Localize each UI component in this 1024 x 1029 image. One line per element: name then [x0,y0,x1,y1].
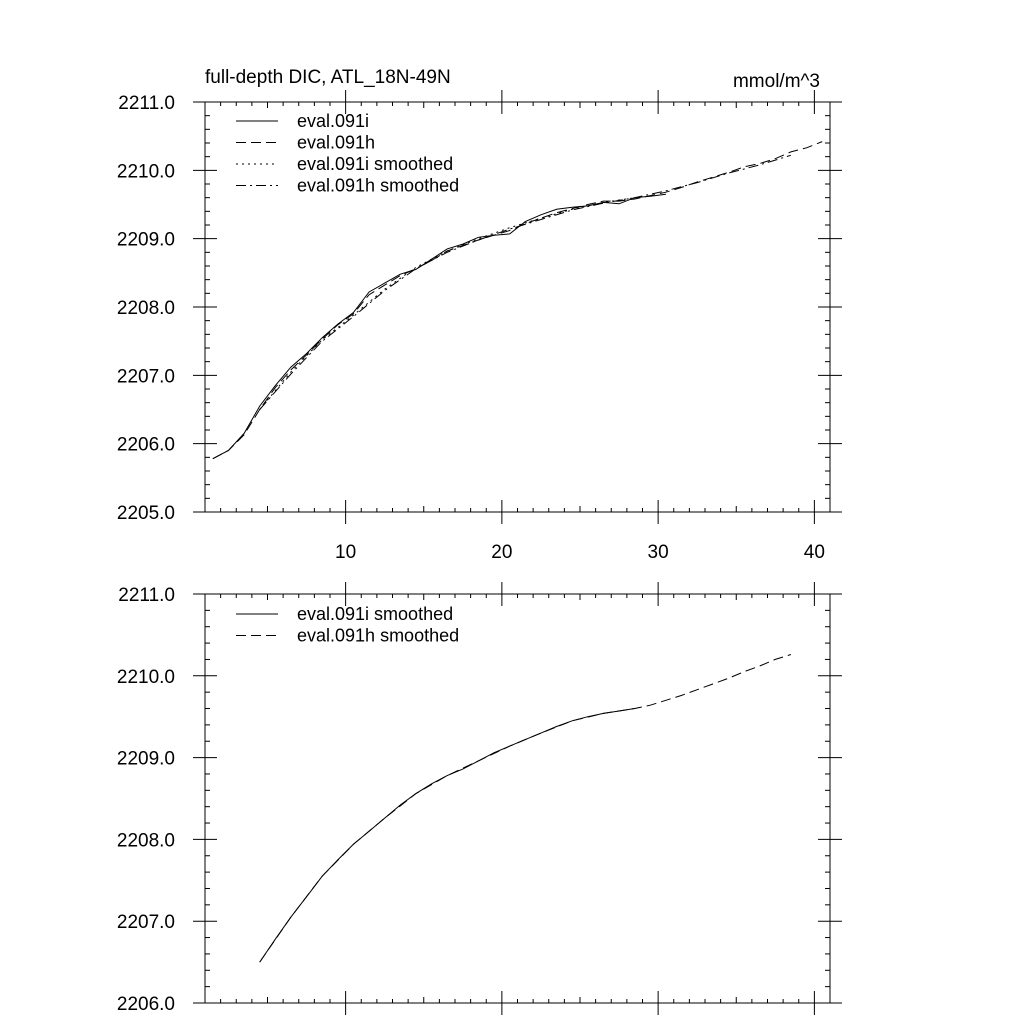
x-tick-label: 20 [491,542,513,563]
series-line-eval-091i-smoothed [260,198,635,410]
y-tick-label: 2206.0 [116,994,175,1015]
legend-entry: eval.091i smoothed [297,604,454,624]
legend-entry: eval.091h smoothed [297,175,460,196]
legend-entry: eval.091i smoothed [297,154,454,174]
series-line-eval-091i-smoothed [260,709,635,963]
x-tick-label: 40 [803,542,825,563]
top-panel [117,67,842,563]
legend-entry: eval.091h [297,132,376,153]
legend-entry: eval.091h smoothed [297,625,460,646]
chart-title: full-depth DIC, ATL_18N-49N [205,67,451,88]
y-tick-label: 2211.0 [118,585,175,606]
plot-frame [205,594,830,1003]
y-tick-label: 2209.0 [116,748,175,770]
y-tick-label: 2206.0 [116,434,175,456]
series-line-eval-091h-smoothed [260,655,791,963]
series-line-eval-091i [213,194,666,459]
x-tick-label: 30 [647,542,669,563]
legend-entry: eval.091i [297,111,370,131]
y-tick-label: 2208.0 [116,298,175,319]
y-tick-label: 2210.0 [116,666,175,688]
y-tick-label: 2210.0 [116,161,175,183]
y-tick-label: 2205.0 [116,503,175,524]
y-tick-label: 2208.0 [116,830,175,852]
y-tick-label: 2209.0 [116,229,175,251]
x-tick-label: 10 [335,542,357,563]
y-tick-label: 2207.0 [116,912,175,934]
y-tick-label: 2211.0 [118,93,175,114]
units-label: mmol/m^3 [732,71,820,92]
y-tick-label: 2207.0 [116,366,175,388]
bottom-panel [117,582,842,1015]
